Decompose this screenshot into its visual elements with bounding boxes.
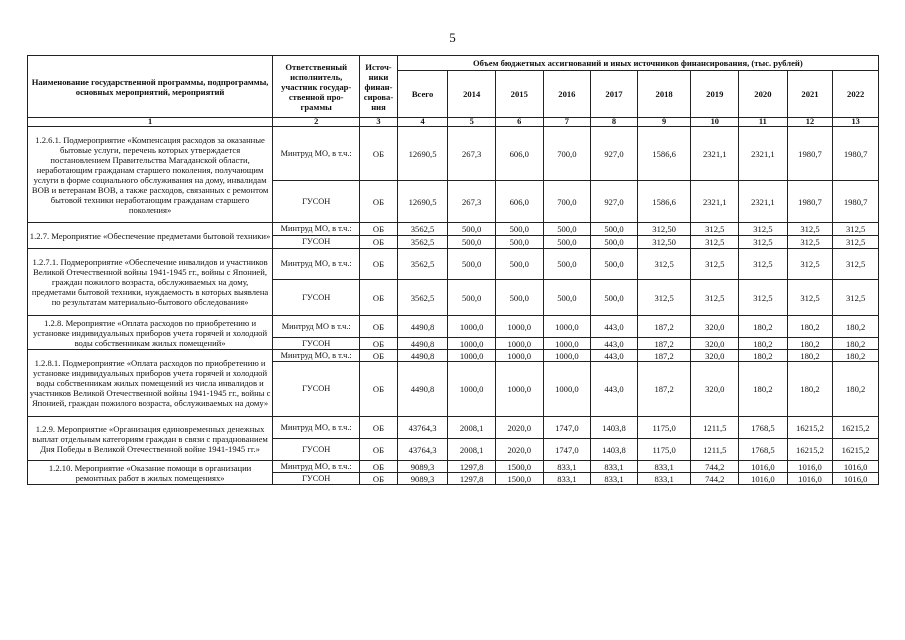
year-value-cell: 1586,6 bbox=[637, 181, 691, 223]
year-value-cell: 1980,7 bbox=[787, 181, 833, 223]
measure-name: 1.2.8. Мероприятие «Оплата расходов по приобретению и установке индивидуальных приборов учета горячей и холодной воды собственникам жилых помещений» bbox=[28, 316, 273, 350]
year-value-cell: 744,2 bbox=[691, 461, 739, 473]
source-cell: ОБ bbox=[360, 473, 397, 485]
total-cell: 3562,5 bbox=[397, 236, 448, 249]
year-value-cell: 500,0 bbox=[495, 280, 543, 316]
year-value-cell: 1747,0 bbox=[543, 439, 591, 461]
year-value-cell: 1980,7 bbox=[833, 181, 879, 223]
executor-cell: Минтруд МО, в т.ч.: bbox=[273, 350, 360, 362]
column-number: 6 bbox=[495, 118, 543, 127]
executor-cell: ГУСОН bbox=[273, 362, 360, 417]
year-value-cell: 500,0 bbox=[543, 280, 591, 316]
year-value-cell: 312,5 bbox=[833, 236, 879, 249]
column-number: 7 bbox=[543, 118, 591, 127]
source-cell: ОБ bbox=[360, 461, 397, 473]
header-year: 2014 bbox=[448, 71, 496, 118]
table-row bbox=[28, 350, 879, 362]
year-value-cell: 500,0 bbox=[448, 280, 496, 316]
year-value-cell: 700,0 bbox=[543, 127, 591, 181]
year-value-cell: 1403,8 bbox=[591, 439, 638, 461]
year-value-cell: 1000,0 bbox=[543, 338, 591, 350]
year-value-cell: 1175,0 bbox=[637, 439, 691, 461]
header-year: 2016 bbox=[543, 71, 591, 118]
total-cell: 3562,5 bbox=[397, 280, 448, 316]
source-cell: ОБ bbox=[360, 362, 397, 417]
year-value-cell: 1747,0 bbox=[543, 417, 591, 439]
table-row bbox=[28, 316, 879, 338]
year-value-cell: 500,0 bbox=[495, 236, 543, 249]
measure-name: 1.2.7. Мероприятие «Обеспечение предметами бытовой техники» bbox=[28, 223, 273, 249]
table-row bbox=[28, 223, 879, 236]
source-cell: ОБ bbox=[360, 236, 397, 249]
header-executor: Ответственный исполнитель, участник государ-ственной про-граммы bbox=[273, 56, 360, 118]
year-value-cell: 187,2 bbox=[637, 350, 691, 362]
year-value-cell: 180,2 bbox=[787, 362, 833, 417]
year-value-cell: 1000,0 bbox=[543, 350, 591, 362]
year-value-cell: 2321,1 bbox=[691, 127, 739, 181]
total-cell: 4490,8 bbox=[397, 338, 448, 350]
executor-cell: ГУСОН bbox=[273, 181, 360, 223]
year-value-cell: 2008,1 bbox=[448, 417, 496, 439]
header-year: 2021 bbox=[787, 71, 833, 118]
year-value-cell: 16215,2 bbox=[787, 417, 833, 439]
year-value-cell: 320,0 bbox=[691, 350, 739, 362]
year-value-cell: 180,2 bbox=[787, 350, 833, 362]
year-value-cell: 833,1 bbox=[591, 461, 638, 473]
year-value-cell: 500,0 bbox=[591, 249, 638, 280]
header-year: 2015 bbox=[495, 71, 543, 118]
column-number: 8 bbox=[591, 118, 638, 127]
executor-cell: ГУСОН bbox=[273, 338, 360, 350]
year-value-cell: 1768,5 bbox=[739, 439, 788, 461]
source-cell: ОБ bbox=[360, 223, 397, 236]
year-value-cell: 16215,2 bbox=[833, 417, 879, 439]
year-value-cell: 180,2 bbox=[833, 362, 879, 417]
year-value-cell: 312,5 bbox=[739, 249, 788, 280]
measure-name: 1.2.8.1. Подмероприятие «Оплата расходов по приобретению и установке индивидуальных приборов учета горячей и холодной воды собственникам жилых помещений из числа инвалидов и участников Великой Отечественной войны 1941-1945 гг., войны с Японией, граждан пожилого возраста, обслуживаемых на дому» bbox=[28, 350, 273, 417]
year-value-cell: 187,2 bbox=[637, 338, 691, 350]
year-value-cell: 16215,2 bbox=[787, 439, 833, 461]
year-value-cell: 312,5 bbox=[787, 236, 833, 249]
year-value-cell: 320,0 bbox=[691, 316, 739, 338]
year-value-cell: 833,1 bbox=[543, 461, 591, 473]
year-value-cell: 1016,0 bbox=[739, 473, 788, 485]
measure-name: 1.2.9. Мероприятие «Организация единовременных денежных выплат отдельным категориям граждан в связи с празднованием Дня Победы в Великой Отечественной войне 1941-1945 гг.» bbox=[28, 417, 273, 461]
year-value-cell: 1000,0 bbox=[448, 362, 496, 417]
year-value-cell: 606,0 bbox=[495, 181, 543, 223]
executor-cell: Минтруд МО в т.ч.: bbox=[273, 316, 360, 338]
column-number: 10 bbox=[691, 118, 739, 127]
total-cell: 43764,3 bbox=[397, 439, 448, 461]
year-value-cell: 180,2 bbox=[833, 316, 879, 338]
table-row bbox=[28, 127, 879, 181]
executor-cell: Минтруд МО, в т.ч.: bbox=[273, 461, 360, 473]
year-value-cell: 312,5 bbox=[787, 249, 833, 280]
year-value-cell: 1500,0 bbox=[495, 473, 543, 485]
year-value-cell: 744,2 bbox=[691, 473, 739, 485]
year-value-cell: 1000,0 bbox=[448, 350, 496, 362]
table-row bbox=[28, 461, 879, 473]
year-value-cell: 2020,0 bbox=[495, 439, 543, 461]
year-value-cell: 700,0 bbox=[543, 181, 591, 223]
year-value-cell: 180,2 bbox=[739, 338, 788, 350]
year-value-cell: 500,0 bbox=[543, 236, 591, 249]
year-value-cell: 1980,7 bbox=[787, 127, 833, 181]
year-value-cell: 312,5 bbox=[739, 236, 788, 249]
executor-cell: Минтруд МО, в т.ч.: bbox=[273, 223, 360, 236]
year-value-cell: 833,1 bbox=[591, 473, 638, 485]
table-row bbox=[28, 417, 879, 439]
year-value-cell: 1000,0 bbox=[495, 316, 543, 338]
year-value-cell: 312,5 bbox=[739, 280, 788, 316]
year-value-cell: 1980,7 bbox=[833, 127, 879, 181]
year-value-cell: 312,5 bbox=[833, 223, 879, 236]
year-value-cell: 312,5 bbox=[787, 223, 833, 236]
year-value-cell: 16215,2 bbox=[833, 439, 879, 461]
column-number: 2 bbox=[273, 118, 360, 127]
year-value-cell: 1211,5 bbox=[691, 439, 739, 461]
year-value-cell: 312,50 bbox=[637, 223, 691, 236]
year-value-cell: 1175,0 bbox=[637, 417, 691, 439]
year-value-cell: 1016,0 bbox=[833, 473, 879, 485]
year-value-cell: 443,0 bbox=[591, 316, 638, 338]
year-value-cell: 312,5 bbox=[787, 280, 833, 316]
budget-table bbox=[27, 55, 879, 485]
page-number: 5 bbox=[449, 30, 456, 45]
year-value-cell: 312,5 bbox=[637, 280, 691, 316]
column-number: 1 bbox=[28, 118, 273, 127]
year-value-cell: 180,2 bbox=[787, 316, 833, 338]
year-value-cell: 2008,1 bbox=[448, 439, 496, 461]
year-value-cell: 312,5 bbox=[691, 223, 739, 236]
table-body bbox=[28, 127, 879, 485]
column-numbers-row bbox=[28, 118, 879, 127]
year-value-cell: 1211,5 bbox=[691, 417, 739, 439]
total-cell: 3562,5 bbox=[397, 249, 448, 280]
total-cell: 9089,3 bbox=[397, 473, 448, 485]
source-cell: ОБ bbox=[360, 249, 397, 280]
year-value-cell: 1000,0 bbox=[543, 362, 591, 417]
total-cell: 3562,5 bbox=[397, 223, 448, 236]
column-number: 4 bbox=[397, 118, 448, 127]
total-cell: 43764,3 bbox=[397, 417, 448, 439]
header-volume: Объем бюджетных ассигнований и иных источников финансирования, (тыс. рублей) bbox=[397, 56, 878, 71]
executor-cell: ГУСОН bbox=[273, 280, 360, 316]
year-value-cell: 500,0 bbox=[448, 249, 496, 280]
executor-cell: ГУСОН bbox=[273, 439, 360, 461]
year-value-cell: 187,2 bbox=[637, 316, 691, 338]
year-value-cell: 1000,0 bbox=[543, 316, 591, 338]
year-value-cell: 320,0 bbox=[691, 338, 739, 350]
year-value-cell: 1768,5 bbox=[739, 417, 788, 439]
total-cell: 12690,5 bbox=[397, 181, 448, 223]
year-value-cell: 2020,0 bbox=[495, 417, 543, 439]
year-value-cell: 180,2 bbox=[739, 350, 788, 362]
year-value-cell: 500,0 bbox=[591, 236, 638, 249]
year-value-cell: 312,5 bbox=[833, 249, 879, 280]
column-number: 5 bbox=[448, 118, 496, 127]
year-value-cell: 500,0 bbox=[591, 223, 638, 236]
year-value-cell: 1016,0 bbox=[787, 461, 833, 473]
year-value-cell: 187,2 bbox=[637, 362, 691, 417]
year-value-cell: 606,0 bbox=[495, 127, 543, 181]
year-value-cell: 1016,0 bbox=[833, 461, 879, 473]
source-cell: ОБ bbox=[360, 181, 397, 223]
year-value-cell: 1500,0 bbox=[495, 461, 543, 473]
year-value-cell: 833,1 bbox=[543, 473, 591, 485]
header-year: 2018 bbox=[637, 71, 691, 118]
header-name: Наименование государственной программы, подпрограммы, основных мероприятий, мероприятий bbox=[28, 56, 273, 118]
total-cell: 12690,5 bbox=[397, 127, 448, 181]
year-value-cell: 180,2 bbox=[739, 316, 788, 338]
year-value-cell: 500,0 bbox=[448, 236, 496, 249]
year-value-cell: 833,1 bbox=[637, 461, 691, 473]
executor-cell: Минтруд МО, в т.ч.: bbox=[273, 249, 360, 280]
year-value-cell: 180,2 bbox=[833, 338, 879, 350]
year-value-cell: 1586,6 bbox=[637, 127, 691, 181]
year-value-cell: 1016,0 bbox=[787, 473, 833, 485]
column-number: 13 bbox=[833, 118, 879, 127]
year-value-cell: 312,5 bbox=[691, 249, 739, 280]
year-value-cell: 927,0 bbox=[591, 181, 638, 223]
source-cell: ОБ bbox=[360, 439, 397, 461]
header-year: 2017 bbox=[591, 71, 638, 118]
year-value-cell: 1000,0 bbox=[448, 316, 496, 338]
year-value-cell: 927,0 bbox=[591, 127, 638, 181]
executor-cell: ГУСОН bbox=[273, 236, 360, 249]
year-value-cell: 1000,0 bbox=[448, 338, 496, 350]
year-value-cell: 1000,0 bbox=[495, 362, 543, 417]
year-value-cell: 1297,8 bbox=[448, 473, 496, 485]
year-value-cell: 2321,1 bbox=[739, 127, 788, 181]
source-cell: ОБ bbox=[360, 316, 397, 338]
total-cell: 9089,3 bbox=[397, 461, 448, 473]
year-value-cell: 1403,8 bbox=[591, 417, 638, 439]
year-value-cell: 500,0 bbox=[495, 223, 543, 236]
source-cell: ОБ bbox=[360, 338, 397, 350]
source-cell: ОБ bbox=[360, 127, 397, 181]
year-value-cell: 267,3 bbox=[448, 181, 496, 223]
total-cell: 4490,8 bbox=[397, 350, 448, 362]
year-value-cell: 443,0 bbox=[591, 362, 638, 417]
executor-cell: Минтруд МО, в т.ч.: bbox=[273, 127, 360, 181]
header-year: 2019 bbox=[691, 71, 739, 118]
year-value-cell: 312,5 bbox=[739, 223, 788, 236]
column-number: 3 bbox=[360, 118, 397, 127]
year-value-cell: 267,3 bbox=[448, 127, 496, 181]
measure-name: 1.2.7.1. Подмероприятие «Обеспечение инвалидов и участников Великой Отечественной войны 1941-1945 гг., войны с Японией, граждан пожилого возраста, обслуживаемых на дому, предметами бытовой техники, нуждаемость в которых выявлена по результатам материально-бытового обследования» bbox=[28, 249, 273, 316]
year-value-cell: 500,0 bbox=[448, 223, 496, 236]
header-year: 2022 bbox=[833, 71, 879, 118]
measure-name: 1.2.10. Мероприятие «Оказание помощи в организации ремонтных работ в жилых помещениях» bbox=[28, 461, 273, 485]
total-cell: 4490,8 bbox=[397, 316, 448, 338]
year-value-cell: 500,0 bbox=[591, 280, 638, 316]
table-row bbox=[28, 249, 879, 280]
year-value-cell: 180,2 bbox=[739, 362, 788, 417]
year-value-cell: 1000,0 bbox=[495, 350, 543, 362]
year-value-cell: 500,0 bbox=[543, 223, 591, 236]
year-value-cell: 2321,1 bbox=[739, 181, 788, 223]
year-value-cell: 1000,0 bbox=[495, 338, 543, 350]
header-source: Источ-ники финан-сирова-ния bbox=[360, 56, 397, 118]
column-number: 12 bbox=[787, 118, 833, 127]
source-cell: ОБ bbox=[360, 280, 397, 316]
year-value-cell: 180,2 bbox=[787, 338, 833, 350]
year-value-cell: 2321,1 bbox=[691, 181, 739, 223]
year-value-cell: 312,5 bbox=[691, 280, 739, 316]
year-value-cell: 1297,8 bbox=[448, 461, 496, 473]
column-number: 11 bbox=[739, 118, 788, 127]
source-cell: ОБ bbox=[360, 417, 397, 439]
year-value-cell: 500,0 bbox=[543, 249, 591, 280]
year-value-cell: 443,0 bbox=[591, 338, 638, 350]
year-value-cell: 312,5 bbox=[691, 236, 739, 249]
year-value-cell: 312,5 bbox=[833, 280, 879, 316]
year-value-cell: 180,2 bbox=[833, 350, 879, 362]
executor-cell: Минтруд МО, в т.ч.: bbox=[273, 417, 360, 439]
header-year: 2020 bbox=[739, 71, 788, 118]
year-value-cell: 312,50 bbox=[637, 236, 691, 249]
header-total: Всего bbox=[397, 71, 448, 118]
year-value-cell: 443,0 bbox=[591, 350, 638, 362]
year-value-cell: 500,0 bbox=[495, 249, 543, 280]
column-number: 9 bbox=[637, 118, 691, 127]
measure-name: 1.2.6.1. Подмероприятие «Компенсация расходов за оказанные бытовые услуги, перечень которых утверждается постановлением Правительства Магаданской области, неработающим гражданам старшего поколения, получающим услуги в форме социального обслуживания на дому, инвалидам ВОВ и ветеранам ВОВ, а также расходов, связанных с ремонтом бытовой техники неработающим гражданам старшего поколения» bbox=[28, 127, 273, 223]
year-value-cell: 1016,0 bbox=[739, 461, 788, 473]
year-value-cell: 320,0 bbox=[691, 362, 739, 417]
executor-cell: ГУСОН bbox=[273, 473, 360, 485]
year-value-cell: 312,5 bbox=[637, 249, 691, 280]
total-cell: 4490,8 bbox=[397, 362, 448, 417]
source-cell: ОБ bbox=[360, 350, 397, 362]
year-value-cell: 833,1 bbox=[637, 473, 691, 485]
